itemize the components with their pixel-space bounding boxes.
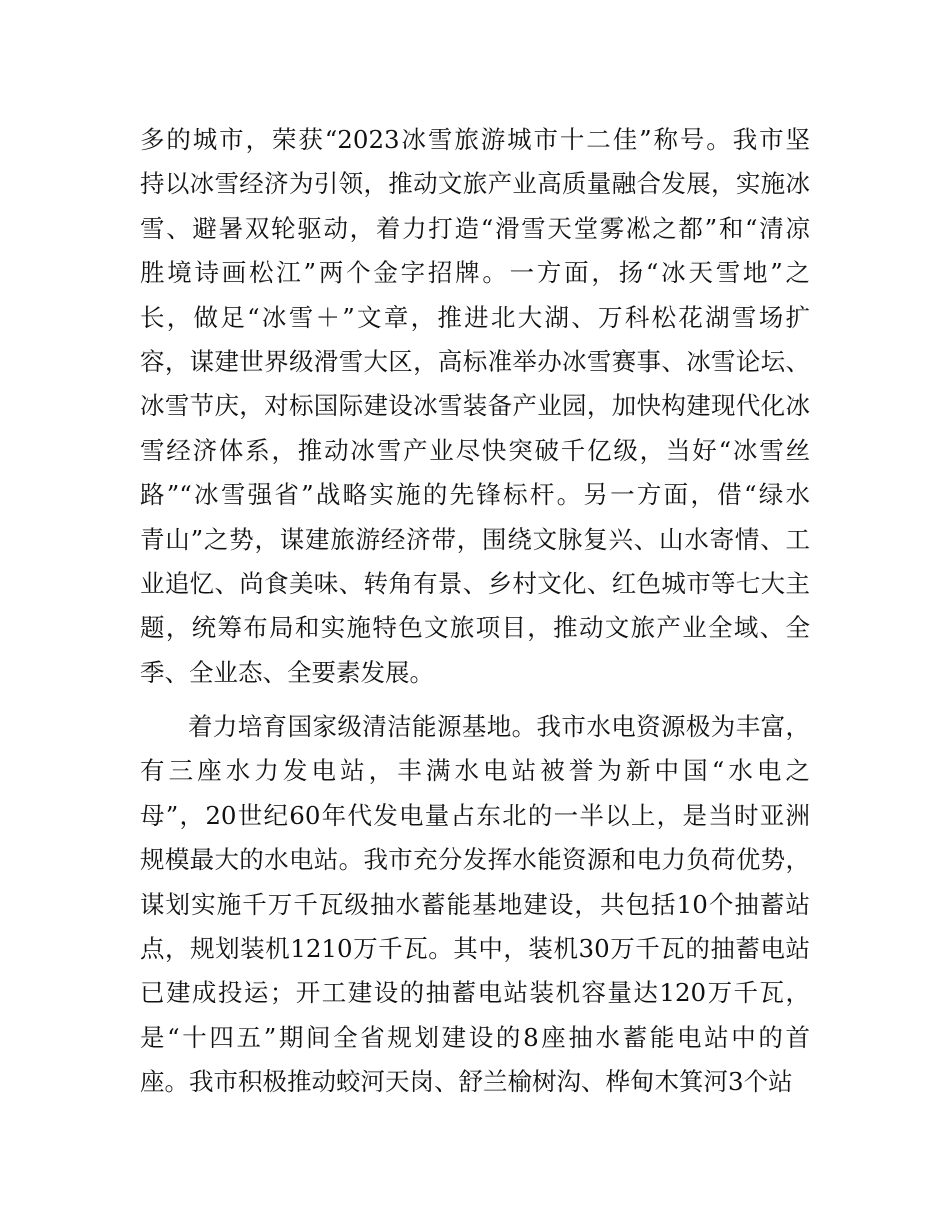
text-line: 雪经济体系，推动冰雪产业尽快突破千亿级，当好“冰雪丝 xyxy=(140,435,810,465)
text-line: 胜境诗画松江”两个金字招牌。一方面，扬“冰天雪地”之 xyxy=(140,258,810,288)
text-line: 是“十四五”期间全省规划建设的8座抽水蓄能电站中的首 xyxy=(140,1022,810,1052)
document-body xyxy=(140,118,810,1105)
text-line: 容，谋建世界级滑雪大区，高标准举办冰雪赛事、冰雪论坛、 xyxy=(140,346,810,376)
text-line: 点，规划装机1210万千瓦。其中，装机30万千瓦的抽蓄电站 xyxy=(140,934,810,964)
text-line: 多的城市，荣获“2023冰雪旅游城市十二佳”称号。我市坚 xyxy=(140,125,810,154)
text-line: 雪、避暑双轮驱动，着力打造“滑雪天堂雾凇之都”和“清凉 xyxy=(140,213,810,243)
text-line: 着力培育国家级清洁能源基地。我市水电资源极为丰富， xyxy=(188,712,810,742)
text-line: 已建成投运；开工建设的抽蓄电站装机容量达120万千瓦， xyxy=(140,978,810,1008)
text-line: 青山”之势，谋建旅游经济带，围绕文脉复兴、山水寄情、工 xyxy=(140,524,810,554)
text-line: 谋划实施千万千瓦级抽水蓄能基地建设，共包括10个抽蓄站 xyxy=(140,889,810,919)
text-line: 业追忆、尚食美味、转角有景、乡村文化、红色城市等七大主 xyxy=(140,568,810,598)
paragraph-gap xyxy=(140,695,810,705)
text-line: 有三座水力发电站，丰满水电站被誉为新中国“水电之 xyxy=(140,756,810,786)
text-line: 长，做足“冰雪＋”文章，推进北大湖、万科松花湖雪场扩 xyxy=(140,302,810,332)
text-line: 座。我市积极推动蛟河天岗、舒兰榆树沟、桦甸木箕河3个站 xyxy=(140,1067,793,1097)
text-line: 路”“冰雪强省”战略实施的先锋标杆。另一方面，借“绿水 xyxy=(140,480,810,510)
paragraph xyxy=(140,705,810,1105)
text-line: 规模最大的水电站。我市充分发挥水能资源和电力负荷优势， xyxy=(140,845,810,875)
text-line: 季、全业态、全要素发展。 xyxy=(140,657,434,687)
text-line: 母”，20世纪60年代发电量占东北的一半以上，是当时亚洲 xyxy=(140,800,810,830)
paragraph xyxy=(140,118,810,695)
text-line: 持以冰雪经济为引领，推动文旅产业高质量融合发展，实施冰 xyxy=(140,169,810,199)
text-line: 题，统筹布局和实施特色文旅项目，推动文旅产业全域、全 xyxy=(140,613,810,643)
text-line: 冰雪节庆，对标国际建设冰雪装备产业园，加快构建现代化冰 xyxy=(140,391,810,421)
